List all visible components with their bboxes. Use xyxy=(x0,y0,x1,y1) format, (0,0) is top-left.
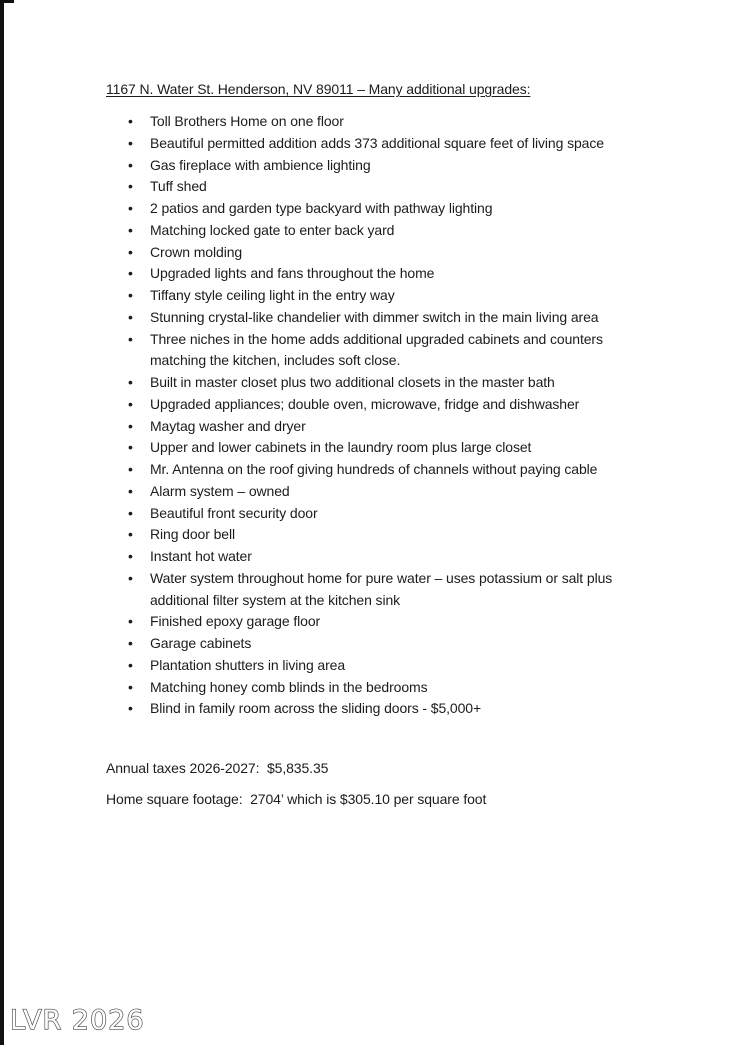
watermark-text: LVR 2026 xyxy=(10,1005,145,1036)
list-item: • Water system throughout home for pure water – uses potassium or salt plus additional filter system at the kitchen sink xyxy=(150,568,640,612)
list-item: • Plantation shutters in living area xyxy=(150,655,640,677)
list-item: • Garage cabinets xyxy=(150,633,640,655)
list-item: • Stunning crystal-like chandelier with dimmer switch in the main living area xyxy=(150,307,640,329)
list-item: • Tiffany style ceiling light in the entry way xyxy=(150,285,640,307)
list-item: • Beautiful front security door xyxy=(150,503,640,525)
list-item: • Built in master closet plus two additional closets in the master bath xyxy=(150,372,640,394)
list-item: • Instant hot water xyxy=(150,546,640,568)
list-item: • Beautiful permitted addition adds 373 additional square feet of living space xyxy=(150,133,640,155)
document-heading: 1167 N. Water St. Henderson, NV 89011 – Many additional upgrades: xyxy=(106,81,531,97)
list-item: • Toll Brothers Home on one floor xyxy=(150,111,640,133)
list-item: • 2 patios and garden type backyard with pathway lighting xyxy=(150,198,640,220)
list-item: • Ring door bell xyxy=(150,524,640,546)
list-item: • Mr. Antenna on the roof giving hundreds of channels without paying cable xyxy=(150,459,640,481)
annual-taxes: Annual taxes 2026-2027: $5,835.35 xyxy=(106,760,329,776)
list-item: • Gas fireplace with ambience lighting xyxy=(150,155,640,177)
list-item: • Blind in family room across the sliding doors - $5,000+ xyxy=(150,698,640,720)
scan-edge-top xyxy=(0,0,14,3)
list-item: • Crown molding xyxy=(150,242,640,264)
scan-edge-left xyxy=(0,0,4,1045)
square-footage: Home square footage: 2704’ which is $305.10 per square foot xyxy=(106,791,487,807)
list-item: • Three niches in the home adds additional upgraded cabinets and counters matching the kitchen, includes soft close. xyxy=(150,329,640,373)
list-item: • Upgraded appliances; double oven, microwave, fridge and dishwasher xyxy=(150,394,640,416)
list-item: • Upgraded lights and fans throughout the home xyxy=(150,263,640,285)
list-item: • Alarm system – owned xyxy=(150,481,640,503)
list-item: • Maytag washer and dryer xyxy=(150,416,640,438)
list-item: • Matching locked gate to enter back yard xyxy=(150,220,640,242)
list-item: • Matching honey comb blinds in the bedrooms xyxy=(150,677,640,699)
list-item: • Upper and lower cabinets in the laundry room plus large closet xyxy=(150,437,640,459)
upgrades-list xyxy=(150,111,640,720)
list-item: • Finished epoxy garage floor xyxy=(150,611,640,633)
list-item: • Tuff shed xyxy=(150,176,640,198)
